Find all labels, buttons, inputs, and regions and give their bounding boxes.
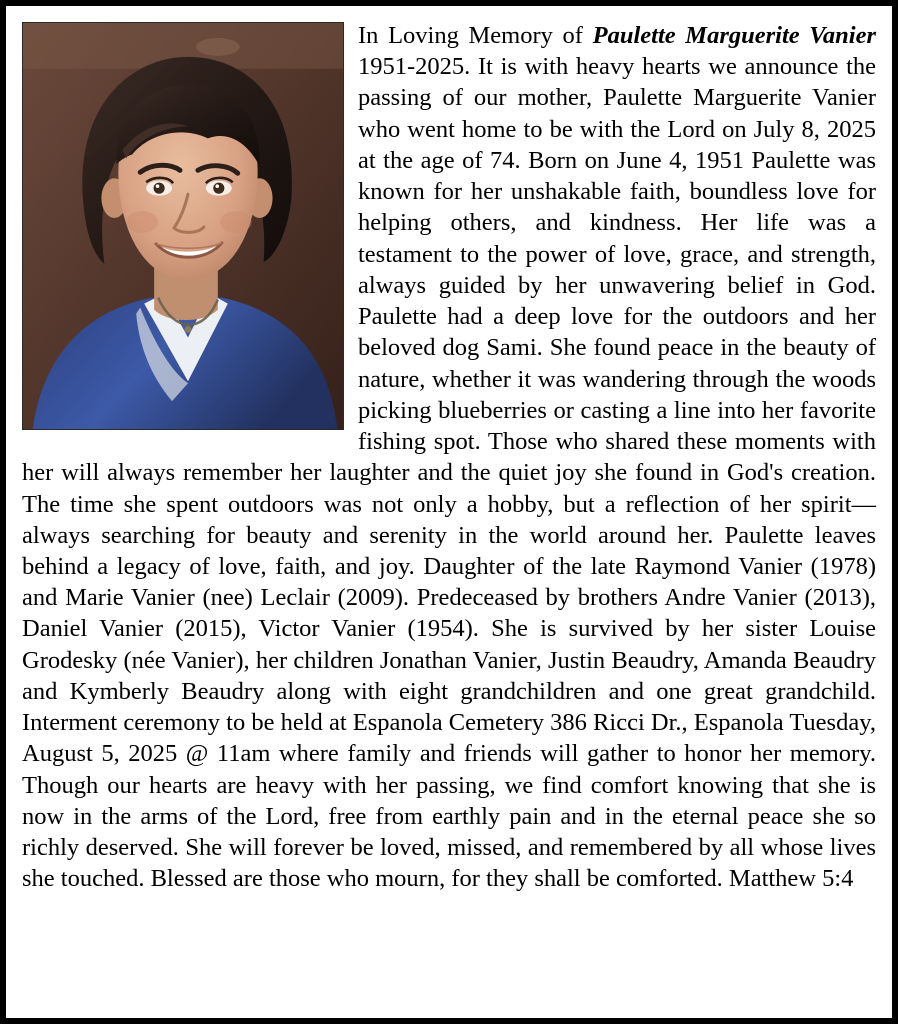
honoree-name: Paulette Marguerite Vanier bbox=[592, 22, 876, 49]
obituary-body: It is with heavy hearts we announce the passing of our mother, Paulette Marguerite Vanier who went home to be with the Lord on July 8, 2025 at the age of 74. Born on June 4, 1951 Paulette was known for her unshakable faith, boundless love for helping others, and kindness. Her life was a testament to the power of love, grace, and strength, always guided by her unwavering belief in God. Paulette had a deep love for the outdoors and her beloved dog Sami. She found peace in the beauty of nature, whether it was wandering through the woods picking blueberries or casting a line into her favorite fishing spot. Those who shared these moments with her will always remember her laughter and the quiet joy she found in God's creation. The time she spent outdoors was not only a hobby, but a reflection of her spirit—always searching for beauty and serenity in the world around her. Paulette leaves behind a legacy of love, faith, and joy. Daughter of the late Raymond Vanier (1978) and Marie Vanier (nee) Leclair (2009). Predeceased by brothers Andre Vanier (2013), Daniel Vanier (2015), Victor Vanier (1954). She is survived by her sister Louise Grodesky (née Vanier), her children Jonathan Vanier, Justin Beaudry, Amanda Beaudry and Kymberly Beaudry along with eight grandchildren and one great grandchild. Interment ceremony to be held at Espanola Cemetery 386 Ricci Dr., Espanola Tuesday, August 5, 2025 @ 11am where family and friends will gather to honor her memory. Though our hearts are heavy with her passing, we find comfort knowing that she is now in the arms of the Lord, free from earthly pain and in the eternal peace she so richly deserved. She will forever be loved, missed, and remembered by all whose lives she touched. Blessed are those who mourn, for they shall be comforted. Matthew 5:4 bbox=[22, 53, 876, 893]
obituary-lead-in: In Loving Memory of bbox=[358, 22, 593, 49]
portrait-photo bbox=[22, 22, 344, 430]
life-dates: 1951-2025. bbox=[358, 53, 471, 81]
portrait-illustration bbox=[23, 23, 343, 429]
